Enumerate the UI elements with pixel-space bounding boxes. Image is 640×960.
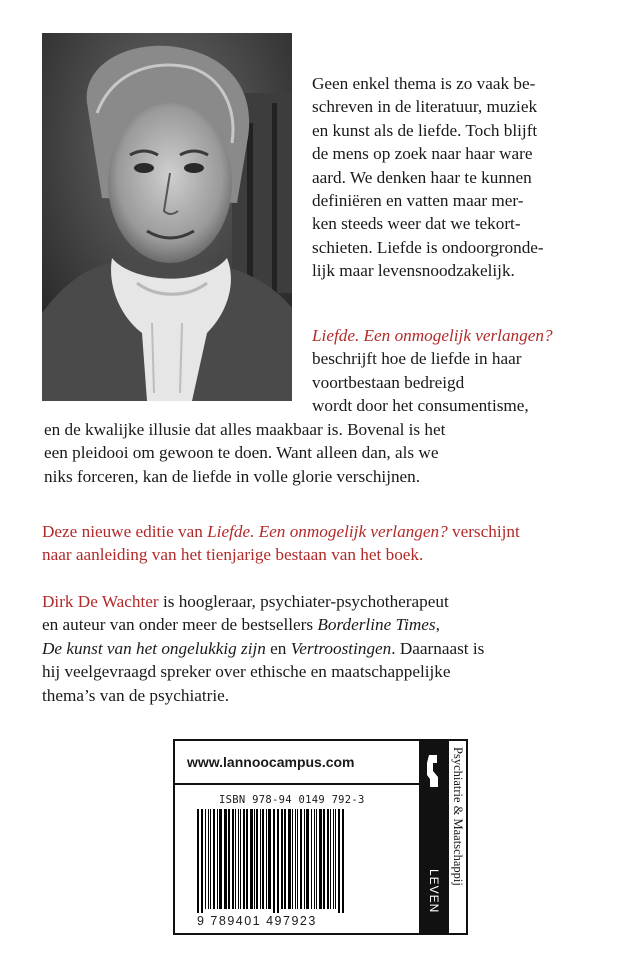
barcode-box (173, 739, 468, 935)
barcode-bar (232, 809, 234, 909)
barcode-bar (327, 809, 329, 909)
intro-line: lijk maar levensnoodzakelijk. (312, 261, 515, 281)
barcode-bar (246, 809, 248, 909)
barcode-bar (260, 809, 261, 909)
isbn-text: ISBN 978-94 0149 792-3 (219, 794, 365, 806)
barcode-bar (330, 809, 331, 909)
barcode-bar (217, 809, 218, 909)
barcode-bar (292, 809, 293, 909)
barcode-bar (268, 809, 271, 909)
edition-note-post: verschijnt (447, 522, 520, 541)
barcode-bar (295, 809, 296, 909)
author-bio-line-3 (42, 637, 602, 660)
category-band (419, 741, 449, 933)
author-bio-text: , (435, 615, 440, 635)
barcode-bar (338, 809, 340, 913)
barcode-bar (201, 809, 203, 913)
intro-line: definiëren en vatten maar mer- (312, 191, 524, 211)
barcode-bar (224, 809, 227, 909)
barcode-bar (314, 809, 315, 909)
subject-band (449, 741, 466, 933)
author-bio-text: en (265, 638, 291, 658)
publisher-url: www.lannoocampus.com (175, 741, 419, 785)
subject-label: Psychiatrie & Maatschappij (451, 747, 465, 886)
barcode-bar (306, 809, 309, 909)
barcode-bar (304, 809, 305, 909)
edition-note-title: Liefde. Een onmogelijk verlangen? (207, 522, 448, 541)
barcode-bar (342, 809, 344, 913)
barcode-bar (219, 809, 222, 909)
description-line: een pleidooi om gewoon te doen. Want alleen dan, als we (44, 443, 439, 463)
description-paragraph-top (312, 324, 602, 418)
barcode-bar (323, 809, 325, 909)
book-title-italic: Liefde. Een onmogelijk verlangen? (312, 326, 553, 345)
intro-line: ken steeds weer dat we tekort- (312, 214, 521, 234)
barcode-bar (266, 809, 267, 909)
intro-line: schieten. Liefde is ondoorgronde- (312, 237, 544, 257)
barcode-bar (316, 809, 317, 909)
author-bio-line-1 (42, 590, 602, 613)
barcode-bar (240, 809, 241, 909)
barcode-bar (297, 809, 298, 909)
intro-line: aard. We denken haar te kunnen (312, 167, 532, 187)
barcode-bar (333, 809, 334, 909)
barcode-bar (256, 809, 258, 909)
author-name: Dirk De Wachter (42, 592, 159, 611)
barcode-bar (250, 809, 253, 909)
intro-line: de mens op zoek naar haar ware (312, 144, 533, 164)
author-bio-text: . Daarnaast is (391, 638, 485, 658)
edition-note-line-2: naar aanleiding van het tienjarige bestaan van het boek. (42, 545, 424, 565)
description-line: wordt door het consumentisme, (312, 396, 529, 416)
description-line: beschrijft hoe de liefde in haar (312, 349, 522, 369)
author-bio-line-2 (42, 613, 602, 636)
barcode-bar (284, 809, 286, 909)
barcode-bar (254, 809, 255, 909)
barcode-bar (228, 809, 230, 909)
edition-note (42, 520, 602, 567)
barcode-bar (311, 809, 312, 909)
edition-note-line-1 (42, 520, 602, 543)
intro-line: Geen enkel thema is zo vaak be- (312, 74, 536, 93)
barcode-bar (205, 809, 206, 909)
barcode-bar (319, 809, 322, 909)
barcode-bar (277, 809, 279, 913)
book-title-vertroostingen: Vertroostingen (290, 638, 392, 658)
author-bio (42, 590, 602, 707)
author-bio-text: en auteur van onder meer de bestsellers (42, 615, 318, 635)
intro-paragraph (312, 72, 602, 283)
barcode-bar (210, 809, 211, 909)
publisher-logo-icon (419, 749, 449, 799)
barcode-bar (238, 809, 239, 909)
barcode-bar (243, 809, 245, 909)
barcode-bar (335, 809, 336, 909)
author-bio-line-4: hij veelgevraagd spreker over ethische en maatschappelijke (42, 662, 451, 682)
book-title-kunst: De kunst van het ongelukkig zijn (42, 638, 266, 658)
barcode-bar (213, 809, 215, 909)
barcode-bar (262, 809, 264, 909)
description-line: en de kwalijke illusie dat alles maakbaar is. Bovenal is het (44, 420, 446, 439)
intro-line: schreven in de literatuur, muziek (312, 97, 538, 117)
barcode-bar (273, 809, 275, 913)
description-line: voortbestaan bedreigd (312, 372, 465, 392)
barcode-bar (281, 809, 283, 909)
barcode-bar (208, 809, 209, 909)
barcode-bar (235, 809, 236, 909)
barcode-bar (288, 809, 291, 909)
ean-digits: 9 789401 497923 (197, 914, 317, 928)
author-bio-line-5: thema’s van de psychiatrie. (42, 685, 230, 705)
author-photo (42, 33, 292, 401)
book-title-borderline: Borderline Times (317, 615, 436, 635)
description-line: niks forceren, kan de liefde in volle glorie verschijnen. (44, 466, 421, 486)
barcode-bars (193, 809, 403, 913)
barcode-bar (300, 809, 302, 909)
intro-line: en kunst als de liefde. Toch blijft (312, 120, 538, 140)
barcode-bar (197, 809, 199, 913)
category-label: LEVEN (427, 869, 441, 914)
author-bio-text: is hoogleraar, psychiater-psychotherapeut (158, 592, 449, 611)
description-paragraph-bottom (44, 418, 604, 488)
edition-note-pre: Deze nieuwe editie van (42, 522, 208, 541)
